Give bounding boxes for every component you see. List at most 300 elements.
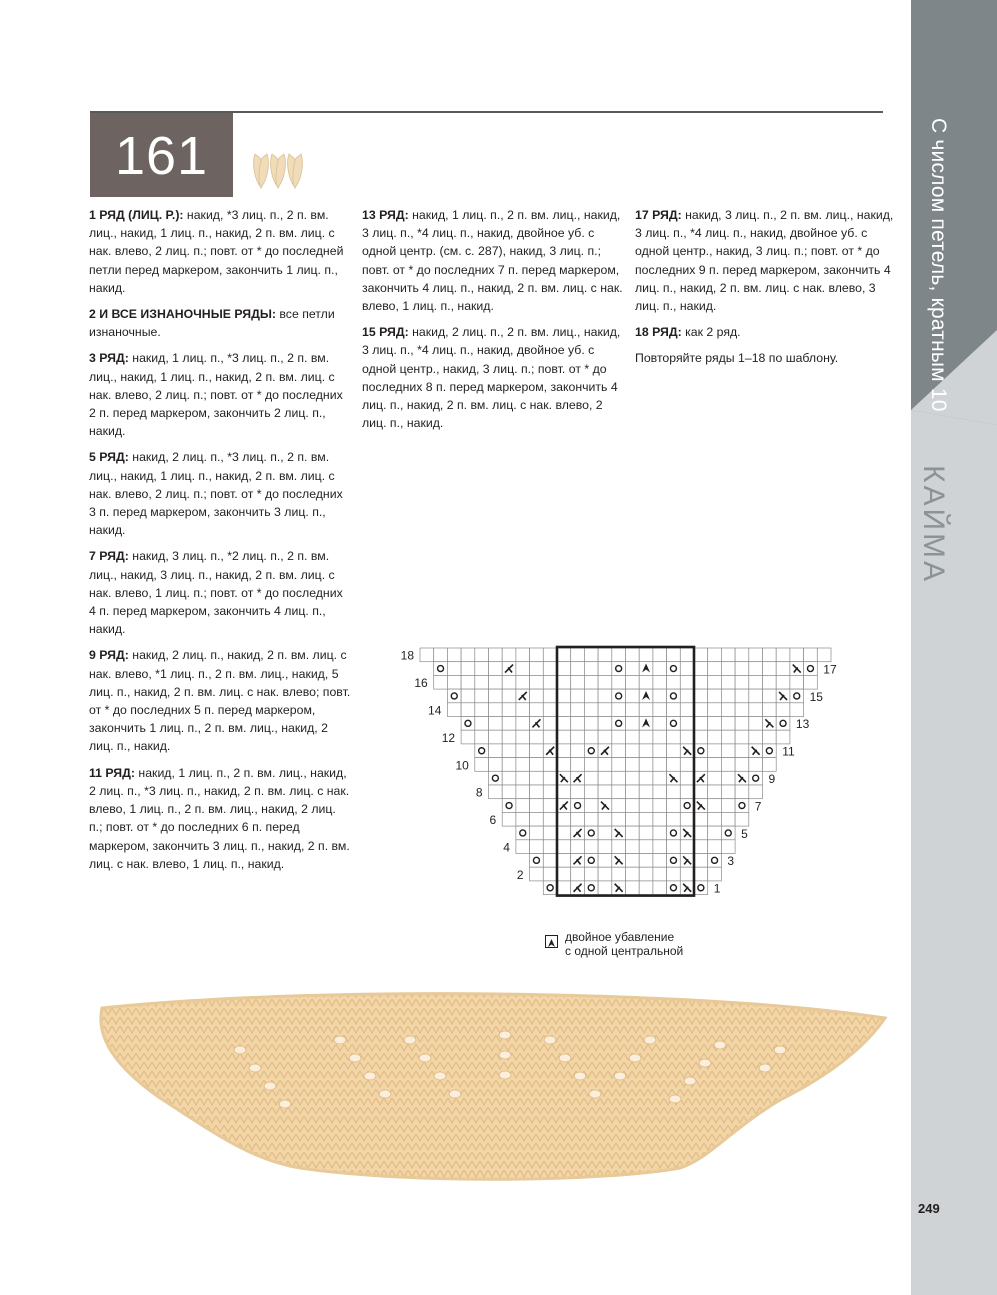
row-label-right: 11 [782,744,795,759]
row-label-right: 1 [713,881,721,896]
chart-cell [447,689,461,703]
row-label-right: 3 [727,854,735,869]
chart-cell [447,675,461,689]
row-label-left: 2 [516,867,524,882]
chart-cell [475,744,489,758]
chart-cell [653,730,667,744]
pattern-number: 161 [114,126,209,186]
chart-cell [626,771,640,785]
instructions-column-2 [362,206,624,440]
chart-cell [598,689,612,703]
chart-cell [530,826,544,840]
chart-cell [584,812,598,826]
chart-cell [502,785,516,799]
chart-cell [502,730,516,744]
chart-legend [565,930,683,958]
chart-cell [557,881,571,895]
chart-cell [557,662,571,676]
chart-cell [626,675,640,689]
chart-cell [653,703,667,717]
chart-cell [763,758,777,772]
chart-cell [749,730,763,744]
chart-cell [721,689,735,703]
chart-cell [667,758,681,772]
chart-cell [489,648,503,662]
chart-cell [543,826,557,840]
chart-cell [598,881,612,895]
row-label-right: 5 [741,826,748,841]
chart-cell [680,703,694,717]
chart-cell [626,881,640,895]
chart-cell [721,758,735,772]
chart-cell [530,703,544,717]
chart-cell [639,812,653,826]
chart-cell [612,799,626,813]
chart-cell [639,703,653,717]
chart-cell [571,675,585,689]
chart-cell [516,744,530,758]
chart-cell [420,648,434,662]
chart-cell [612,867,626,881]
chart-cell [557,744,571,758]
chart-cell [708,826,722,840]
chart-cell [694,785,708,799]
row-label-left: 16 [414,676,428,691]
chart-cell [680,785,694,799]
chart-cell [735,730,749,744]
chart-cell [584,689,598,703]
chart-cell [571,785,585,799]
knitted-swatch-photo [80,990,895,1200]
chart-cell [680,840,694,854]
chart-cell [598,662,612,676]
chart-cell [557,689,571,703]
chart-cell [489,730,503,744]
chart-cell [721,771,735,785]
chart-cell [626,730,640,744]
chart-cell [557,730,571,744]
chart-cell [721,785,735,799]
chart-cell [584,826,598,840]
chart-cell [708,703,722,717]
chart-cell [502,812,516,826]
knitting-chart [380,640,860,915]
chart-cell [639,675,653,689]
chart-cell [530,840,544,854]
chart-cell [612,703,626,717]
chart-cell [639,854,653,868]
chart-cell [475,758,489,772]
chart-cell [680,812,694,826]
chart-cell [694,840,708,854]
chart-cell [530,867,544,881]
chart-cell [694,648,708,662]
chart-cell [584,799,598,813]
chart-cell [694,812,708,826]
chart-cell [598,854,612,868]
chart-cell [817,648,831,662]
chart-cell [502,717,516,731]
chart-cell [735,648,749,662]
stitch-icon [271,154,286,188]
chart-cell [612,648,626,662]
chart-cell [584,881,598,895]
chart-cell [735,717,749,731]
chart-cell [598,840,612,854]
chart-cell [721,744,735,758]
chart-cell [475,675,489,689]
chart-cell [653,771,667,785]
chart-cell [557,812,571,826]
chart-cell [489,675,503,689]
chart-cell [626,799,640,813]
chart-cell [708,717,722,731]
chart-cell [680,717,694,731]
row-instruction: 3 РЯД: накид, 1 лиц. п., *3 лиц. п., 2 п. вм. лиц., накид, 1 лиц. п., накид, 2 п. вм. лиц. с нак. влево, 2 лиц. п.; повт. от * до последних 2 п. перед маркером, закончить 2 лиц. п., накид. [89,351,343,439]
chart-cell [735,799,749,813]
chart-cell [557,758,571,772]
chart-cell [584,648,598,662]
chart-cell [626,744,640,758]
chart-cell [667,717,681,731]
chart-cell [708,812,722,826]
chart-cell [489,785,503,799]
chart-cell [763,744,777,758]
chart-cell [447,648,461,662]
chart-cell [680,867,694,881]
chart-cell [626,662,640,676]
chart-cell [653,799,667,813]
chart-cell [502,689,516,703]
chart-cell [543,785,557,799]
chart-cell [530,675,544,689]
chart-cell [735,785,749,799]
chart-cell [639,744,653,758]
stitch-icon [288,154,303,188]
chart-cell [639,826,653,840]
instructions-column-1 [89,206,351,881]
chart-cell [571,689,585,703]
chart-cell [461,717,475,731]
row-instruction: 13 РЯД: накид, 1 лиц. п., 2 п. вм. лиц., накид, 3 лиц. п., *4 лиц. п., накид, двойное уб. с одной центр. (см. с. 287), накид, 3 лиц. п.; повт. от * до последних 7 п. перед маркером, закончить 4 лиц. п., накид, 2 п. вм. лиц. с нак. влево, 1 лиц. п., накид. [362,208,623,314]
chart-cell [708,744,722,758]
chart-cell [584,854,598,868]
chart-cell [667,730,681,744]
chart-cell [667,648,681,662]
chart-cell [749,758,763,772]
chart-cell [475,703,489,717]
legend-line: двойное убавление [565,930,675,944]
chart-cell [447,703,461,717]
chart-cell [667,675,681,689]
chart-cell [653,758,667,772]
chart-cell [584,675,598,689]
chart-cell [721,717,735,731]
chart-cell [653,881,667,895]
chart-cell [543,675,557,689]
chart-cell [735,675,749,689]
chart-cell [516,717,530,731]
chart-cell [557,826,571,840]
chart-cell [653,675,667,689]
chart-cell [667,662,681,676]
chart-cell [708,771,722,785]
chart-cell [680,689,694,703]
page-number: 249 [918,1201,940,1216]
chart-cell [694,662,708,676]
chart-cell [584,758,598,772]
chart-cell [530,730,544,744]
chart-cell [694,730,708,744]
chart-cell [584,785,598,799]
legend-line: с одной центральной [565,944,684,958]
chart-cell [543,854,557,868]
chart-cell [749,675,763,689]
chart-cell [667,799,681,813]
chart-cell [667,703,681,717]
chart-cell [804,648,818,662]
chart-cell [516,812,530,826]
chart-cell [626,854,640,868]
row-instruction: 18 РЯД: как 2 ряд. [635,325,741,340]
chart-cell [434,662,448,676]
chart-cell [530,854,544,868]
chart-cell [530,785,544,799]
chart-cell [708,840,722,854]
row-label-left: 6 [489,813,497,828]
row-label-left: 14 [428,703,442,718]
chart-cell [557,717,571,731]
chart-cell [584,703,598,717]
chart-cell [749,648,763,662]
chart-cell [475,717,489,731]
chart-cell [516,648,530,662]
chart-cell [776,648,790,662]
chart-cell [763,662,777,676]
chart-cell [571,812,585,826]
chart-cell [584,840,598,854]
chart-cell [708,689,722,703]
row-instruction: 2 И ВСЕ ИЗНАНОЧНЫЕ РЯДЫ: все петли изнаночные. [89,307,335,340]
chart-cell [749,771,763,785]
chart-cell [708,675,722,689]
chart-cell [557,867,571,881]
section-subtitle: С числом петель, кратным 10 [927,118,950,412]
row-label-right: 9 [768,772,776,786]
chart-cell [763,689,777,703]
chart-cell [626,812,640,826]
chart-cell [776,662,790,676]
chart-cell [667,785,681,799]
chart-cell [653,662,667,676]
chart-cell [639,867,653,881]
chart-cell [749,785,763,799]
chart-cell [571,648,585,662]
chart-cell [680,771,694,785]
chart-cell [694,826,708,840]
chart-cell [626,689,640,703]
chart-cell [721,662,735,676]
chart-cell [516,840,530,854]
chart-cell [598,826,612,840]
side-band-top [911,0,997,425]
chart-cell [489,717,503,731]
chart-cell [653,867,667,881]
chart-cell [543,717,557,731]
chart-cell [749,662,763,676]
chart-cell [530,758,544,772]
chart-cell [763,648,777,662]
chart-cell [721,648,735,662]
chart-cell [790,675,804,689]
chart-cell [653,785,667,799]
chart-cell [584,771,598,785]
row-label-left: 4 [503,840,510,855]
chart-cell [475,689,489,703]
chart-cell [530,648,544,662]
chart-cell [667,744,681,758]
chart-cell [653,840,667,854]
chart-cell [694,881,708,895]
chart-cell [694,703,708,717]
chart-cell [571,730,585,744]
section-title: КАЙМА [917,465,950,585]
chart-cell [612,840,626,854]
chart-cell [680,675,694,689]
chart-cell [804,675,818,689]
chart-cell [502,648,516,662]
row-label-left: 8 [475,785,483,800]
chart-cell [667,881,681,895]
chart-cell [530,689,544,703]
chart-cell [489,744,503,758]
chart-cell [543,648,557,662]
chart-cell [598,812,612,826]
chart-cell [626,867,640,881]
row-instruction: 11 РЯД: накид, 1 лиц. п., 2 п. вм. лиц., накид, 2 лиц. п., *3 лиц. п., накид, 2 п. вм. лиц. с нак. влево, 1 лиц. п., 2 п. вм. лиц., накид, 2 лиц. п.; повт. от * до последних 6 п. перед маркером, закончить 3 лиц. п., накид, 2 п. вм. лиц. с нак. влево, 1 лиц. п., накид. [89,765,350,871]
chart-cell [489,703,503,717]
chart-cell [612,771,626,785]
chart-cell [612,730,626,744]
chart-cell [475,648,489,662]
chart-cell [516,826,530,840]
chart-cell [502,703,516,717]
chart-cell [667,867,681,881]
chart-cell [790,689,804,703]
chart-cell [735,758,749,772]
chart-cell [735,744,749,758]
chart-cell [571,840,585,854]
chart-cell [543,662,557,676]
chart-cell [598,717,612,731]
chart-cell [557,840,571,854]
chart-cell [530,812,544,826]
chart-cell [598,867,612,881]
chart-cell [543,881,557,895]
chart-cell [653,689,667,703]
chart-cell [708,854,722,868]
chart-cell [776,730,790,744]
chart-cell [667,689,681,703]
chart-cell [461,730,475,744]
row-label-left: 10 [455,758,469,773]
chart-cell [694,854,708,868]
chart-cell [612,812,626,826]
chart-cell [708,867,722,881]
chart-cell [721,799,735,813]
row-instruction: 17 РЯД: накид, 3 лиц. п., 2 п. вм. лиц., накид, 3 лиц. п., *4 лиц. п., накид, двойное уб. с одной центр., накид, 3 лиц. п.; повт. от * до последних 9 п. перед маркером, закончить 4 лиц. п., накид, 2 п. вм. лиц. с нак. влево, 3 лиц. п., накид. [635,208,894,314]
chart-cell [584,730,598,744]
chart-cell [749,717,763,731]
chart-cell [461,675,475,689]
chart-cell [694,744,708,758]
chart-cell [571,703,585,717]
chart-cell [708,785,722,799]
chart-cell [790,703,804,717]
chart-cell [571,717,585,731]
chart-cell [598,730,612,744]
chart-cell [543,771,557,785]
chart-cell [653,648,667,662]
chart-cell [530,744,544,758]
chart-cell [626,840,640,854]
chart-cell [790,648,804,662]
chart-cell [530,662,544,676]
difficulty-rating [252,152,304,195]
chart-cell [502,675,516,689]
row-label-right: 15 [809,689,823,704]
chart-cell [708,662,722,676]
chart-cell [543,799,557,813]
chart-cell [708,758,722,772]
chart-cell [598,648,612,662]
chart-cell [721,812,735,826]
row-label-right: 7 [754,799,762,814]
chart-cell [584,867,598,881]
chart-cell [489,771,503,785]
chart-cell [639,730,653,744]
chart-cell [763,675,777,689]
chart-cell [516,662,530,676]
chart-cell [680,758,694,772]
chart-cell [516,730,530,744]
chart-cell [735,703,749,717]
chart-cell [612,758,626,772]
chart-cell [804,662,818,676]
chart-cell [653,717,667,731]
chart-cell [626,826,640,840]
row-instruction: 7 РЯД: накид, 3 лиц. п., *2 лиц. п., 2 п. вм. лиц., накид, 3 лиц. п., накид, 2 п. вм. лиц. с нак. влево, 1 лиц. п.; повт. от * до последних 4 п. перед маркером, закончить 4 лиц. п., накид. [89,549,343,637]
stitch-icon [254,154,269,188]
chart-cell [571,744,585,758]
chart-cell [612,785,626,799]
row-instruction: 15 РЯД: накид, 2 лиц. п., 2 п. вм. лиц., накид, 3 лиц. п., *4 лиц. п., накид, двойное уб. с одной центр., накид, 3 лиц. п.; повт. от * до последних 8 п. перед маркером, закончить 4 лиц. п., накид, 2 п. вм. лиц. с нак. влево, 2 лиц. п., накид. [362,325,621,431]
chart-cell [721,730,735,744]
chart-cell [694,675,708,689]
chart-cell [626,717,640,731]
chart-cell [447,662,461,676]
chart-cell [461,703,475,717]
chart-cell [598,758,612,772]
chart-cell [680,730,694,744]
chart-cell [557,854,571,868]
chart-cell [694,717,708,731]
chart-cell [721,703,735,717]
row-instruction: 9 РЯД: накид, 2 лиц. п., накид, 2 п. вм. лиц. с нак. влево, *1 лиц. п., 2 п. вм. лиц., накид, 5 лиц. п., накид, 2 п. вм. лиц. с нак. влево; повт. от * до последних 5 п. перед маркером, закончить 1 лиц. п., 2 п. вм. лиц., накид, 2 лиц. п., накид. [89,648,351,754]
chart-cell [626,648,640,662]
chart-cell [557,648,571,662]
chart-cell [763,730,777,744]
